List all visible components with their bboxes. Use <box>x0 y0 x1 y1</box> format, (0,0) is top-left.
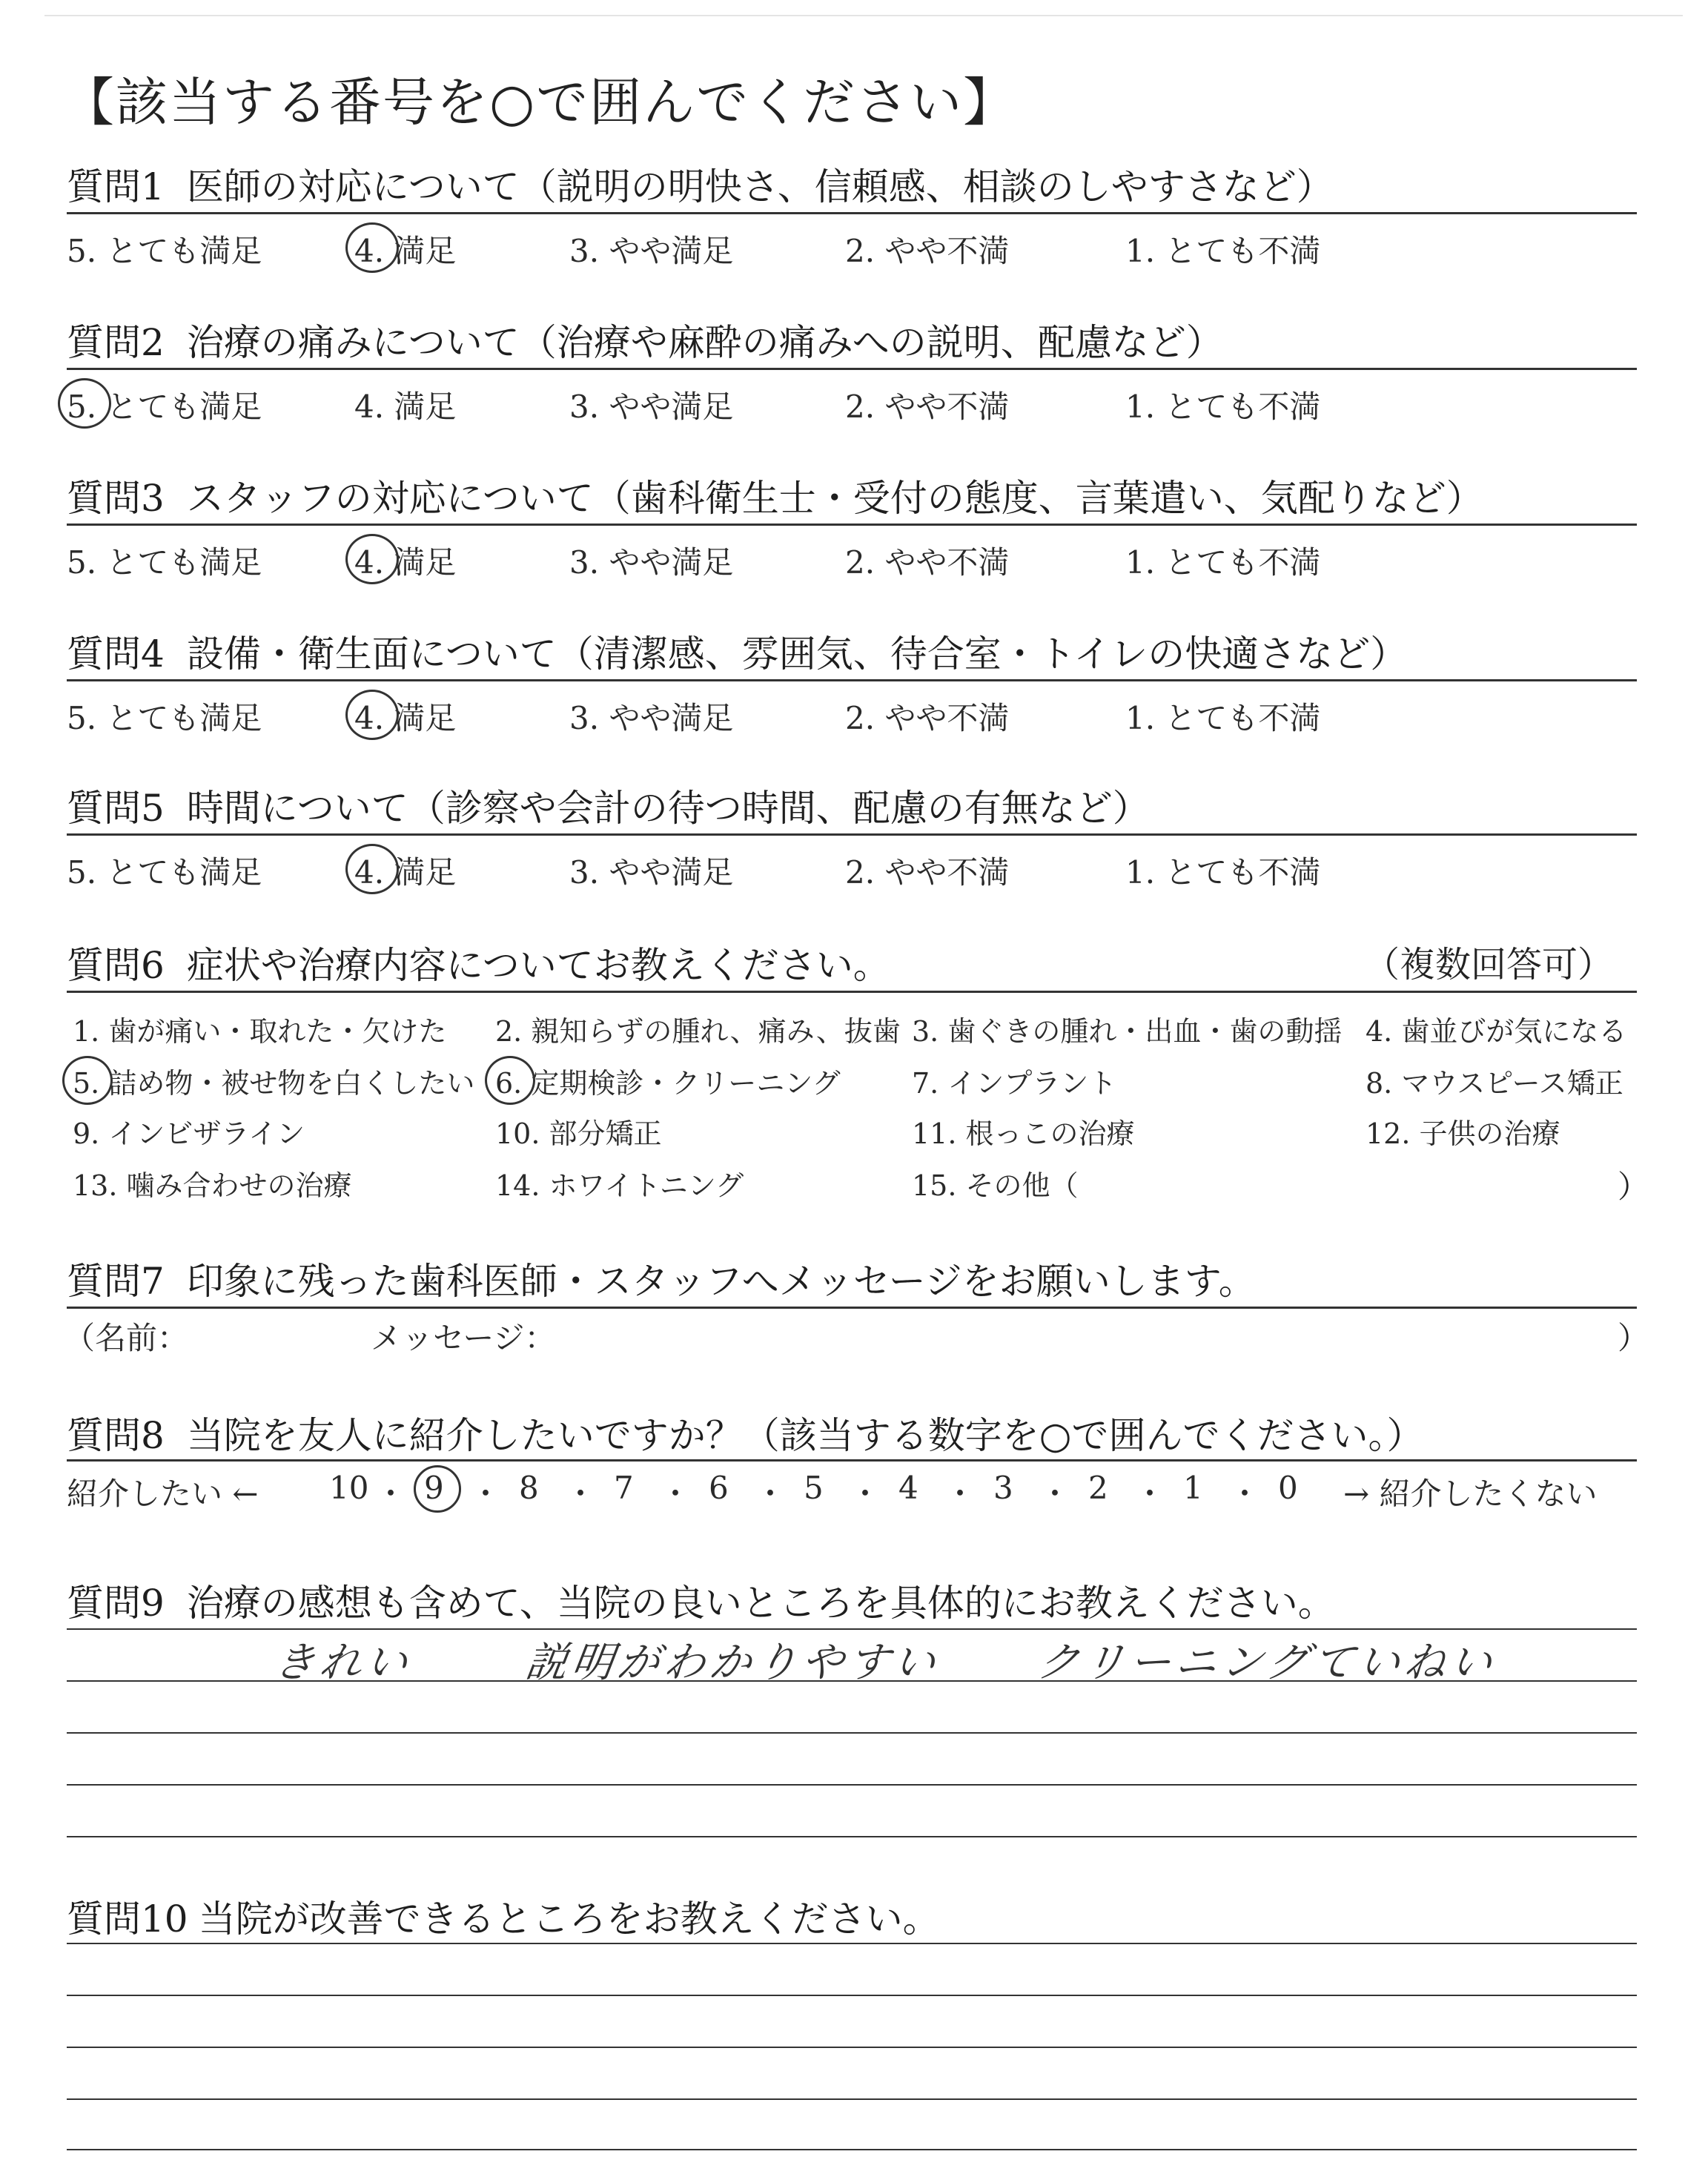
q1-text: 医師の対応について（説明の明快さ、信頼感、相談のしやすさなど） <box>186 165 1334 208</box>
q7-rule <box>67 1307 1637 1309</box>
q7-number: 質問7 <box>67 1260 165 1303</box>
q2-option-1[interactable]: 1. とても不満 <box>1125 389 1321 425</box>
q8-scale-dot: ・ <box>660 1476 692 1512</box>
q5-option-4[interactable]: 4. 満足 <box>354 854 457 891</box>
q9-title <box>67 1573 1335 1627</box>
q6-rule <box>67 991 1637 993</box>
q2-option-2[interactable]: 2. やや不満 <box>845 389 1010 425</box>
q5-selected-circle <box>345 844 399 894</box>
q8-scale-8[interactable]: 8 <box>519 1470 539 1506</box>
q8-scale-6[interactable]: 6 <box>709 1470 729 1506</box>
q3-option-3[interactable]: 3. やや満足 <box>569 544 734 581</box>
q6-selected-circle <box>485 1056 535 1105</box>
q8-scale-dot: ・ <box>850 1476 881 1512</box>
q1-option-5[interactable]: 5. とても満足 <box>67 233 262 269</box>
q3-option-4[interactable]: 4. 満足 <box>354 544 457 581</box>
q6-option-12[interactable]: 12. 子供の治療 <box>1366 1117 1560 1150</box>
q7-close-paren: ） <box>1618 1320 1649 1356</box>
q5-number: 質問5 <box>67 787 165 830</box>
q1-title <box>67 157 1334 211</box>
q1-option-2[interactable]: 2. やや不満 <box>845 233 1010 269</box>
q8-scale-0[interactable]: 0 <box>1278 1470 1298 1506</box>
q9-number: 質問9 <box>67 1582 165 1625</box>
q10-number: 質問10 <box>67 1898 188 1941</box>
q6-option-13[interactable]: 13. 噛み合わせの治療 <box>73 1169 352 1202</box>
q8-scale-10[interactable]: 10 <box>329 1470 369 1506</box>
q8-number: 質問8 <box>67 1414 165 1457</box>
q6-number: 質問6 <box>67 944 165 987</box>
q7-name-label: （名前： <box>64 1320 189 1356</box>
q8-rule <box>67 1459 1637 1462</box>
q8-scale-dot: ・ <box>755 1476 787 1512</box>
q4-rule <box>67 679 1637 681</box>
q10-rule-3 <box>67 2047 1637 2048</box>
q3-text: スタッフの対応について（歯科衛生士・受付の態度、言葉遣い、気配りなど） <box>186 477 1483 520</box>
q8-scale-5[interactable]: 5 <box>804 1470 824 1506</box>
q10-text: 当院が改善できるところをお教えください。 <box>198 1898 940 1941</box>
page-header: 【該当する番号を○で囲んでください】 <box>62 72 1017 133</box>
q5-title <box>67 779 1150 832</box>
q1-number: 質問1 <box>67 165 165 208</box>
top-border <box>44 15 1683 16</box>
q7-message-label: メッセージ： <box>371 1320 556 1356</box>
q8-scale-dot: ・ <box>1229 1476 1261 1512</box>
q4-option-3[interactable]: 3. やや満足 <box>569 700 734 736</box>
q9-text: 治療の感想も含めて、当院の良いところを具体的にお教えください。 <box>186 1582 1335 1625</box>
q6-option-4[interactable]: 4. 歯並びが気になる <box>1366 1015 1627 1048</box>
q5-option-1[interactable]: 1. とても不満 <box>1125 854 1321 891</box>
q3-title <box>67 469 1483 522</box>
q5-option-5[interactable]: 5. とても満足 <box>67 854 262 891</box>
q3-option-2[interactable]: 2. やや不満 <box>845 544 1010 581</box>
q10-rule-1 <box>67 1943 1637 1944</box>
q1-selected-circle <box>345 222 399 273</box>
q3-option-1[interactable]: 1. とても不満 <box>1125 544 1321 581</box>
q10-title <box>67 1889 940 1943</box>
q8-scale-9[interactable]: 9 <box>424 1470 444 1506</box>
q7-text: 印象に残った歯科医師・スタッフへメッセージをお願いします。 <box>186 1260 1256 1303</box>
q9-handwritten-2: 説明がわかりやすい <box>522 1639 943 1687</box>
q8-scale-2[interactable]: 2 <box>1088 1470 1108 1506</box>
q4-number: 質問4 <box>67 633 165 676</box>
q5-option-2[interactable]: 2. やや不満 <box>845 854 1010 891</box>
q3-selected-circle <box>345 534 399 584</box>
q6-option-10[interactable]: 10. 部分矯正 <box>495 1117 662 1150</box>
q8-text: 当院を友人に紹介したいですか？（該当する数字を○で囲んでください。） <box>186 1414 1424 1457</box>
q2-option-3[interactable]: 3. やや満足 <box>569 389 734 425</box>
q8-scale-3[interactable]: 3 <box>993 1470 1013 1506</box>
q8-selected-circle <box>414 1465 461 1513</box>
q6-option-9[interactable]: 9. インビザライン <box>73 1117 305 1150</box>
q7-title <box>67 1252 1256 1305</box>
q5-rule <box>67 833 1637 836</box>
q6-title <box>67 936 890 989</box>
q6-option-14[interactable]: 14. ホワイトニング <box>495 1169 744 1202</box>
q6-option-1[interactable]: 1. 歯が痛い・取れた・欠けた <box>73 1015 447 1048</box>
q6-selected-circle <box>62 1056 113 1105</box>
q3-number: 質問3 <box>67 477 165 520</box>
q6-option-15[interactable]: 15. その他（ <box>912 1169 1079 1202</box>
q6-multiple-note: （複数回答可） <box>1364 944 1614 985</box>
q3-option-5[interactable]: 5. とても満足 <box>67 544 262 581</box>
q10-rule-2 <box>67 1995 1637 1996</box>
q6-option-8[interactable]: 8. マウスピース矯正 <box>1366 1067 1623 1100</box>
q4-text: 設備・衛生面について（清潔感、雰囲気、待合室・トイレの快適さなど） <box>186 633 1408 676</box>
q4-option-4[interactable]: 4. 満足 <box>354 700 457 736</box>
q8-right-label: → 紹介したくない <box>1343 1476 1598 1512</box>
q8-scale-dot: ・ <box>944 1476 976 1512</box>
q9-handwritten-1: きれい <box>270 1639 415 1687</box>
q6-option-6[interactable]: 6. 定期検診・クリーニング <box>495 1067 841 1100</box>
q2-title <box>67 313 1223 366</box>
q6-option-7[interactable]: 7. インプラント <box>912 1067 1117 1100</box>
q4-option-2[interactable]: 2. やや不満 <box>845 700 1010 736</box>
q8-scale-dot: ・ <box>1039 1476 1071 1512</box>
q5-text: 時間について（診察や会計の待つ時間、配慮の有無など） <box>186 787 1150 830</box>
q4-title <box>67 624 1407 678</box>
q4-option-1[interactable]: 1. とても不満 <box>1125 700 1321 736</box>
q8-left-label: 紹介したい ← <box>67 1476 259 1512</box>
q6-option-3[interactable]: 3. 歯ぐきの腫れ・出血・歯の動揺 <box>912 1015 1343 1048</box>
q1-option-1[interactable]: 1. とても不満 <box>1125 233 1321 269</box>
q10-rule-4 <box>67 2098 1637 2100</box>
q10-rule-5 <box>67 2149 1637 2150</box>
q5-option-3[interactable]: 3. やや満足 <box>569 854 734 891</box>
q4-selected-circle <box>345 690 399 740</box>
q8-title <box>67 1406 1423 1459</box>
q9-handwritten-3: クリーニングていねい <box>1033 1639 1500 1687</box>
q1-option-3[interactable]: 3. やや満足 <box>569 233 734 269</box>
q2-selected-circle <box>58 378 111 429</box>
q2-option-4[interactable]: 4. 満足 <box>354 389 457 425</box>
q8-scale-dot: ・ <box>565 1476 597 1512</box>
q6-option-11[interactable]: 11. 根っこの治療 <box>912 1117 1135 1150</box>
q2-number: 質問2 <box>67 321 165 364</box>
q8-scale-4[interactable]: 4 <box>898 1470 918 1506</box>
q2-rule <box>67 368 1637 370</box>
q9-rule-4 <box>67 1784 1637 1786</box>
q8-scale-dot: ・ <box>470 1476 502 1512</box>
q4-option-5[interactable]: 5. とても満足 <box>67 700 262 736</box>
q9-rule-5 <box>67 1836 1637 1837</box>
q2-option-5[interactable]: 5. とても満足 <box>67 389 262 425</box>
q9-rule-3 <box>67 1732 1637 1734</box>
q8-scale-dot: ・ <box>375 1476 407 1512</box>
q3-rule <box>67 524 1637 526</box>
q8-scale-1[interactable]: 1 <box>1183 1470 1203 1506</box>
q1-rule <box>67 212 1637 214</box>
q8-scale-dot: ・ <box>1134 1476 1166 1512</box>
q1-option-4[interactable]: 4. 満足 <box>354 233 457 269</box>
q8-scale-7[interactable]: 7 <box>614 1470 634 1506</box>
q6-close-paren: ） <box>1618 1169 1649 1205</box>
q6-option-5[interactable]: 5. 詰め物・被せ物を白くしたい <box>73 1067 475 1100</box>
q6-text: 症状や治療内容についてお教えください。 <box>186 944 890 987</box>
q6-option-2[interactable]: 2. 親知らずの腫れ、痛み、抜歯 <box>495 1015 901 1048</box>
q2-text: 治療の痛みについて（治療や麻酔の痛みへの説明、配慮など） <box>186 321 1223 364</box>
